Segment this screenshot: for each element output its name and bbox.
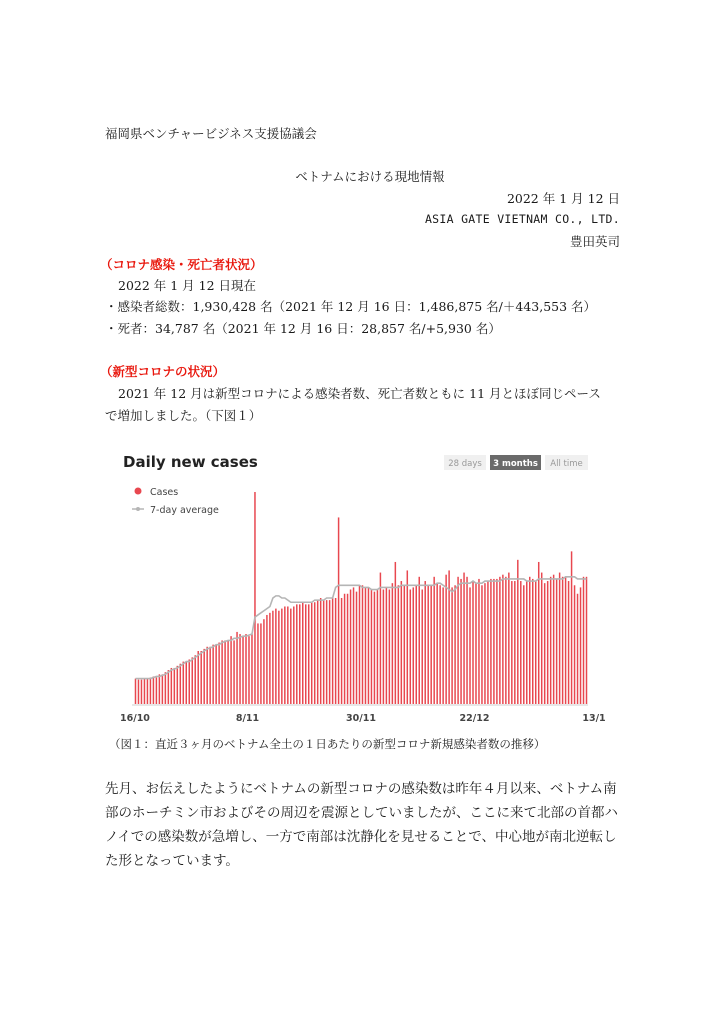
case-bar (398, 585, 399, 704)
case-bar (221, 640, 222, 704)
case-bar (227, 640, 228, 704)
case-bar (323, 600, 324, 704)
daily-new-cases-chart (112, 444, 606, 730)
case-bar (365, 587, 366, 704)
case-bar (326, 600, 327, 704)
case-bar (484, 583, 485, 704)
case-bar (159, 674, 160, 704)
case-bar (520, 581, 521, 704)
case-bar (248, 636, 249, 704)
case-bar (311, 602, 312, 704)
case-bar (421, 590, 422, 704)
cases-bars (135, 492, 588, 704)
case-bar (478, 579, 479, 704)
case-bar (329, 600, 330, 704)
case-bar (284, 606, 285, 704)
case-bar (580, 587, 581, 704)
case-bar (356, 592, 357, 704)
body-paragraph-line: 部のホーチミン市およびその周辺を震源としていましたが、ここに来て北部の首都ハ (105, 805, 618, 821)
organization-name: 福岡県ベンチャービジネス支援協議会 (105, 126, 317, 141)
case-bar (517, 560, 518, 704)
case-bar (218, 643, 219, 704)
x-tick-label: 30/11 (346, 713, 376, 724)
case-bar (568, 581, 569, 704)
range-button-label: 28 days (448, 459, 482, 469)
case-bar (487, 581, 488, 704)
case-bar (183, 662, 184, 704)
case-bar (386, 587, 387, 704)
case-bar (404, 585, 405, 704)
case-bar (236, 632, 237, 704)
case-bar (359, 585, 360, 704)
case-bar (242, 636, 243, 704)
case-bar (413, 587, 414, 704)
case-bar (186, 662, 187, 704)
case-bar (419, 577, 420, 704)
case-bar (245, 634, 246, 704)
case-bar (511, 581, 512, 704)
case-bar (230, 636, 231, 704)
case-bar (424, 581, 425, 704)
legend-average-dot (136, 507, 140, 511)
case-bar (150, 678, 151, 705)
case-bar (550, 577, 551, 704)
case-bar (407, 570, 408, 704)
case-bar (577, 594, 578, 704)
case-bar (430, 585, 431, 704)
case-bar (332, 598, 333, 704)
case-bar (493, 579, 494, 704)
case-bar (314, 602, 315, 704)
case-bar (571, 551, 572, 704)
case-bar (233, 640, 234, 704)
case-bar (281, 609, 282, 704)
case-bar (472, 581, 473, 704)
case-bar (505, 577, 506, 704)
range-button-label: 3 months (493, 459, 538, 469)
x-tick-label: 8/11 (235, 713, 260, 724)
case-bar (565, 577, 566, 704)
case-bar (583, 577, 584, 704)
case-bar (392, 583, 393, 704)
case-bar (532, 579, 533, 704)
legend-cases-marker (135, 488, 142, 495)
case-bar (335, 598, 336, 704)
case-bar (138, 680, 139, 704)
body-paragraph-line: 先月、お伝えしたようにベトナムの新型コロナの感染数は昨年４月以来、ベトナム南 (105, 781, 617, 797)
case-bar (445, 575, 446, 704)
case-bar (463, 573, 464, 704)
legend-cases-label: Cases (150, 487, 179, 498)
case-bar (266, 615, 267, 704)
case-bar (371, 590, 372, 704)
case-bar (203, 649, 204, 704)
case-bar (338, 517, 339, 704)
section-heading-situation: （新型コロナの状況） (100, 364, 226, 379)
section-heading-status: （コロナ感染・死亡者状況） (100, 257, 263, 272)
case-bar (239, 634, 240, 704)
case-bar (416, 585, 417, 704)
case-bar (299, 604, 300, 704)
case-bar (547, 581, 548, 704)
case-bar (347, 594, 348, 704)
case-bar (481, 585, 482, 704)
case-bar (308, 604, 309, 704)
case-bar (556, 579, 557, 704)
case-bar (514, 581, 515, 704)
case-bar (562, 577, 563, 704)
case-bar (209, 647, 210, 704)
case-bar (197, 651, 198, 704)
case-bar (305, 604, 306, 704)
case-bar (508, 573, 509, 704)
case-bar (553, 575, 554, 704)
case-bar (353, 587, 354, 704)
case-bar (257, 623, 258, 704)
case-bar (290, 609, 291, 704)
case-bar (535, 581, 536, 704)
case-bar (586, 577, 587, 704)
case-bar (362, 585, 363, 704)
x-tick-label: 16/10 (120, 713, 150, 724)
case-bar (410, 590, 411, 704)
seven-day-average-line (135, 577, 586, 679)
case-bar (206, 647, 207, 704)
case-bar (490, 579, 491, 704)
case-bar (499, 577, 500, 704)
case-bar (147, 679, 148, 704)
case-bar (272, 611, 273, 704)
case-bar (439, 585, 440, 704)
paragraph-line: で増加しました。（下図１） (105, 408, 262, 423)
case-bar (254, 492, 255, 704)
bullet-total-cases: ・感染者総数：1,930,428 名（2021 年 12 月 16 日：1,486,875 名/＋443,553 名） (105, 299, 597, 314)
case-bar (293, 606, 294, 704)
case-bar (502, 575, 503, 704)
case-bar (496, 579, 497, 704)
case-bar (529, 577, 530, 704)
range-button-label: All time (550, 459, 583, 469)
case-bar (541, 573, 542, 704)
document-date: 2022 年 1 月 12 日 (506, 191, 620, 206)
case-bar (401, 581, 402, 704)
case-bar (135, 679, 136, 704)
chart-title: Daily new cases (123, 453, 258, 471)
case-bar (380, 573, 381, 704)
case-bar (427, 585, 428, 704)
case-bar (215, 645, 216, 704)
case-bar (377, 590, 378, 704)
case-bar (526, 581, 527, 704)
case-bar (180, 664, 181, 704)
case-bar (350, 590, 351, 704)
case-bar (317, 600, 318, 704)
document-title: ベトナムにおける現地情報 (295, 169, 445, 184)
case-bar (344, 594, 345, 704)
legend (132, 487, 219, 516)
case-bar (395, 562, 396, 704)
case-bar (457, 577, 458, 704)
case-bar (454, 585, 455, 704)
case-bar (263, 619, 264, 704)
case-bar (320, 598, 321, 704)
case-bar (433, 577, 434, 704)
case-bar (389, 590, 390, 704)
body-paragraph-line: た形となっています。 (105, 853, 239, 869)
case-bar (466, 577, 467, 704)
case-bar (224, 640, 225, 704)
case-bar (194, 655, 195, 704)
case-bar (475, 583, 476, 704)
x-tick-label: 13/1 (582, 713, 606, 724)
case-bar (171, 668, 172, 704)
company-name: ASIA GATE VIETNAM CO., LTD. (424, 212, 620, 226)
case-bar (523, 585, 524, 704)
case-bar (251, 634, 252, 704)
case-bar (174, 668, 175, 704)
case-bar (469, 587, 470, 704)
case-bar (269, 613, 270, 704)
figure-caption: （図１：直近３ヶ月のベトナム全土の１日あたりの新型コロナ新規感染者数の推移） (109, 737, 546, 751)
case-bar (144, 679, 145, 704)
case-bar (212, 645, 213, 704)
bullet-deaths: ・死者：34,787 名（2021 年 12 月 16 日：28,857 名/+5,930 名） (105, 321, 501, 336)
paragraph-line: 2021 年 12 月は新型コロナによる感染者数、死亡者数ともに 11 月とほぼ同じペース (118, 386, 601, 401)
case-bar (574, 585, 575, 704)
case-bar (192, 657, 193, 704)
x-tick-label: 22/12 (459, 713, 490, 724)
case-bar (544, 583, 545, 704)
as-of-date: 2022 年 1 月 12 日現在 (118, 278, 257, 293)
case-bar (451, 587, 452, 704)
case-bar (302, 602, 303, 704)
case-bar (200, 651, 201, 704)
case-bar (156, 678, 157, 705)
range-buttons (444, 455, 588, 470)
case-bar (436, 583, 437, 704)
case-bar (275, 609, 276, 704)
case-bar (278, 611, 279, 704)
case-bar (141, 680, 142, 704)
case-bar (341, 598, 342, 704)
author-name: 豊田英司 (569, 234, 620, 249)
case-bar (559, 573, 560, 704)
case-bar (162, 674, 163, 704)
case-bar (287, 606, 288, 704)
case-bar (168, 670, 169, 704)
case-bar (189, 659, 190, 704)
case-bar (260, 623, 261, 704)
body-paragraph-line: ノイでの感染数が急増し、一方で南部は沈静化を見せることで、中心地が南北逆転し (105, 829, 617, 845)
x-axis-ticks (120, 713, 606, 724)
legend-average-label: 7-day average (150, 505, 219, 516)
case-bar (368, 587, 369, 704)
case-bar (442, 587, 443, 704)
case-bar (383, 590, 384, 704)
case-bar (538, 562, 539, 704)
case-bar (177, 666, 178, 704)
case-bar (374, 592, 375, 704)
case-bar (296, 604, 297, 704)
case-bar (153, 676, 154, 704)
case-bar (460, 579, 461, 704)
case-bar (165, 672, 166, 704)
